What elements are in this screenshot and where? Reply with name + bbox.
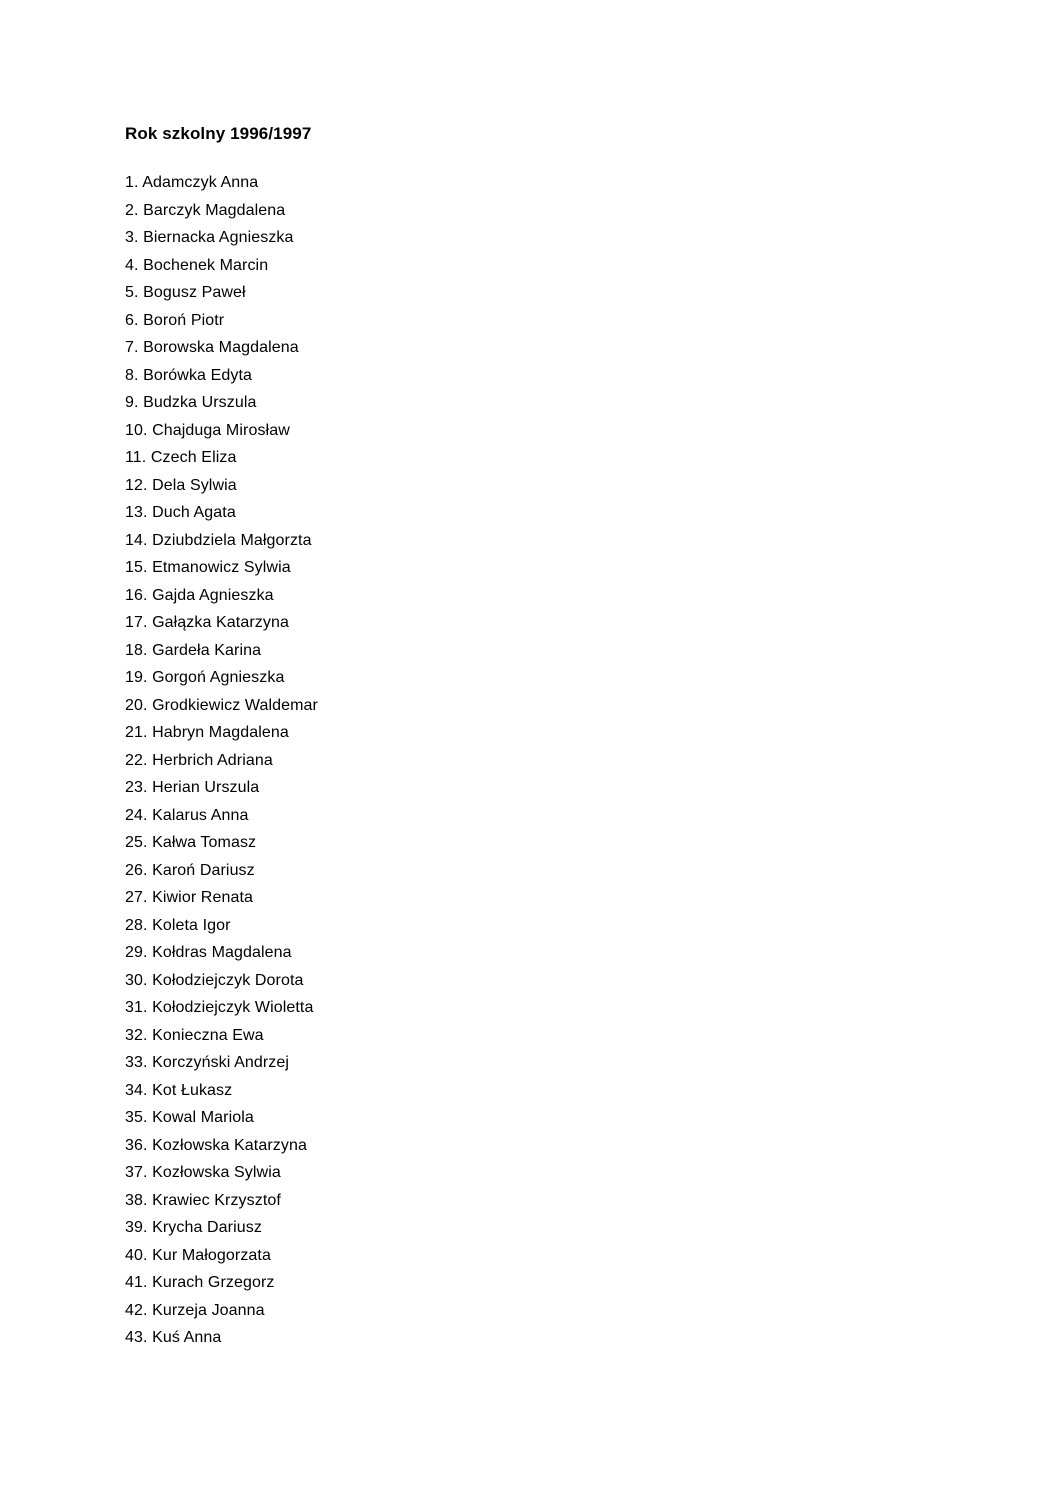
list-item: 33. Korczyński Andrzej [125, 1054, 290, 1071]
list-item: 29. Kołdras Magdalena [125, 944, 292, 961]
list-item: 42. Kurzeja Joanna [125, 1301, 265, 1319]
list-item: 32. Konieczna Ewa [125, 1026, 264, 1044]
list-item: 21. Habryn Magdalena [125, 724, 289, 741]
list-item: 26. Karoń Dariusz [125, 861, 255, 879]
list-item: 41. Kurach Grzegorz [125, 1274, 275, 1291]
list-item: 1. Adamczyk Anna [125, 174, 259, 191]
list-item: 38. Krawiec Krzysztof [125, 1191, 281, 1209]
list-item: 7. Borowska Magdalena [125, 339, 299, 356]
list-item: 12. Dela Sylwia [125, 476, 237, 494]
list-item: 25. Kałwa Tomasz [125, 834, 257, 851]
list-item: 8. Borówka Edyta [125, 366, 252, 384]
list-item: 34. Kot Łukasz [125, 1081, 233, 1099]
list-item: 27. Kiwior Renata [125, 889, 253, 906]
list-item: 9. Budzka Urszula [125, 394, 257, 411]
student-name-list [125, 169, 978, 1352]
list-item: 11. Czech Eliza [125, 449, 237, 466]
list-item: 5. Bogusz Paweł [125, 284, 246, 301]
list-item: 4. Bochenek Marcin [125, 256, 269, 274]
list-item: 14. Dziubdziela Małgorzta [125, 531, 312, 549]
list-item: 40. Kur Małogorzata [125, 1246, 271, 1264]
list-item: 15. Etmanowicz Sylwia [125, 559, 291, 576]
list-item: 10. Chajduga Mirosław [125, 421, 290, 439]
list-item: 3. Biernacka Agnieszka [125, 229, 294, 246]
list-item: 39. Krycha Dariusz [125, 1219, 262, 1236]
list-item: 16. Gajda Agnieszka [125, 586, 274, 604]
list-item: 36. Kozłowska Katarzyna [125, 1136, 307, 1154]
list-item: 13. Duch Agata [125, 504, 236, 521]
list-item: 22. Herbrich Adriana [125, 751, 273, 769]
list-item: 43. Kuś Anna [125, 1329, 222, 1346]
list-item: 17. Gałązka Katarzyna [125, 614, 289, 631]
list-item: 6. Boroń Piotr [125, 311, 225, 329]
page-title: Rok szkolny 1996/1997 [125, 124, 312, 143]
list-item: 31. Kołodziejczyk Wioletta [125, 999, 314, 1016]
list-item: 28. Koleta Igor [125, 916, 231, 934]
list-item: 18. Gardeła Karina [125, 641, 262, 659]
list-item: 24. Kalarus Anna [125, 806, 249, 824]
list-item: 20. Grodkiewicz Waldemar [125, 696, 318, 714]
list-item: 19. Gorgoń Agnieszka [125, 669, 285, 686]
list-item: 2. Barczyk Magdalena [125, 201, 286, 219]
list-item: 23. Herian Urszula [125, 779, 260, 796]
list-item: 30. Kołodziejczyk Dorota [125, 971, 304, 989]
list-item: 35. Kowal Mariola [125, 1109, 254, 1126]
list-item: 37. Kozłowska Sylwia [125, 1164, 281, 1181]
